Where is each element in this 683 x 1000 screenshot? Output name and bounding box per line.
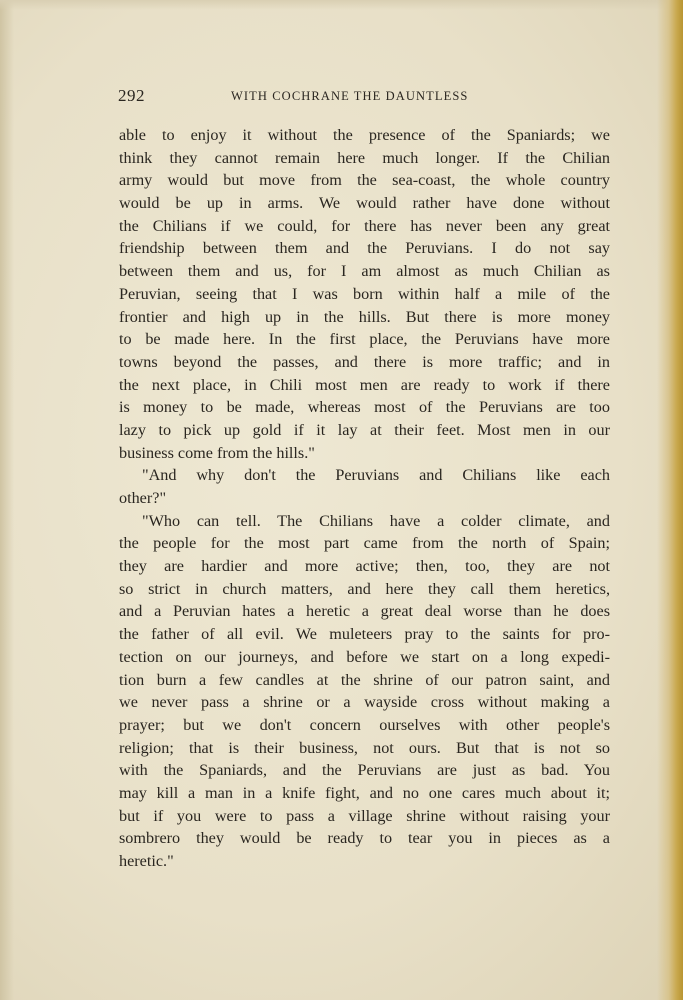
text-line: with the Spaniards, and the Peruvians are just as bad. You	[119, 761, 610, 780]
text-line: the people for the most part came from the north of Spain;	[119, 534, 610, 553]
text-line: but if you were to pass a village shrine without raising your	[119, 806, 610, 825]
text-line: business come from the hills."	[119, 443, 315, 462]
text-line: Peruvian, seeing that I was born within half a mile of the	[119, 284, 610, 303]
text-line: the next place, in Chili most men are ready to work if there	[119, 375, 610, 394]
text-line: the father of all evil. We muleteers pray to the saints for pro-	[119, 625, 610, 644]
page-gilt-edge	[657, 0, 683, 1000]
text-line: would be up in arms. We would rather have done without	[119, 194, 610, 213]
page-top-edge	[0, 0, 683, 10]
text-line: we never pass a shrine or a wayside cross without making a	[119, 693, 610, 712]
text-line: tion burn a few candles at the shrine of our patron saint, and	[119, 670, 610, 689]
text-line: heretic."	[119, 852, 174, 870]
text-line: prayer; but we don't concern ourselves with other people's	[119, 715, 610, 734]
text-line: is money to be made, whereas most of the Peruvians are too	[119, 398, 610, 417]
running-head	[118, 86, 610, 108]
text-line: they are hardier and more active; then, too, they are not	[119, 557, 610, 576]
text-line: think they cannot remain here much longer. If the Chilian	[119, 148, 610, 167]
running-title: WITH COCHRANE THE DAUNTLESS	[231, 89, 469, 103]
body-text	[119, 124, 610, 873]
text-line: sombrero they would be ready to tear you in pieces as a	[119, 829, 610, 848]
text-line: able to enjoy it without the presence of the Spaniards; we	[119, 126, 610, 144]
text-line: friendship between them and the Peruvians. I do not say	[119, 239, 610, 258]
text-line: "Who can tell. The Chilians have a colder climate, and	[142, 511, 610, 530]
text-line: "And why don't the Peruvians and Chilians like each	[142, 466, 610, 485]
text-line: the Chilians if we could, for there has never been any great	[119, 216, 610, 235]
text-line: frontier and high up in the hills. But there is more money	[119, 307, 610, 326]
page-number: 292	[118, 86, 145, 105]
text-line: religion; that is their business, not ours. But that is not so	[119, 738, 610, 757]
text-line: and a Peruvian hates a heretic a great deal worse than he does	[119, 602, 610, 621]
text-line: to be made here. In the first place, the Peruvians have more	[119, 330, 610, 349]
text-line: army would but move from the sea-coast, the whole country	[119, 171, 610, 190]
text-line: tection on our journeys, and before we start on a long expedi-	[119, 647, 610, 666]
page-gutter-shadow	[0, 0, 14, 1000]
text-line: other?"	[119, 489, 167, 507]
text-line: so strict in church matters, and here they call them heretics,	[119, 579, 610, 598]
text-line: between them and us, for I am almost as much Chilian as	[119, 262, 610, 281]
text-line: lazy to pick up gold if it lay at their feet. Most men in our	[119, 420, 610, 439]
text-line: towns beyond the passes, and there is more traffic; and in	[119, 352, 610, 371]
text-line: may kill a man in a knife fight, and no one cares much about it;	[119, 783, 610, 802]
